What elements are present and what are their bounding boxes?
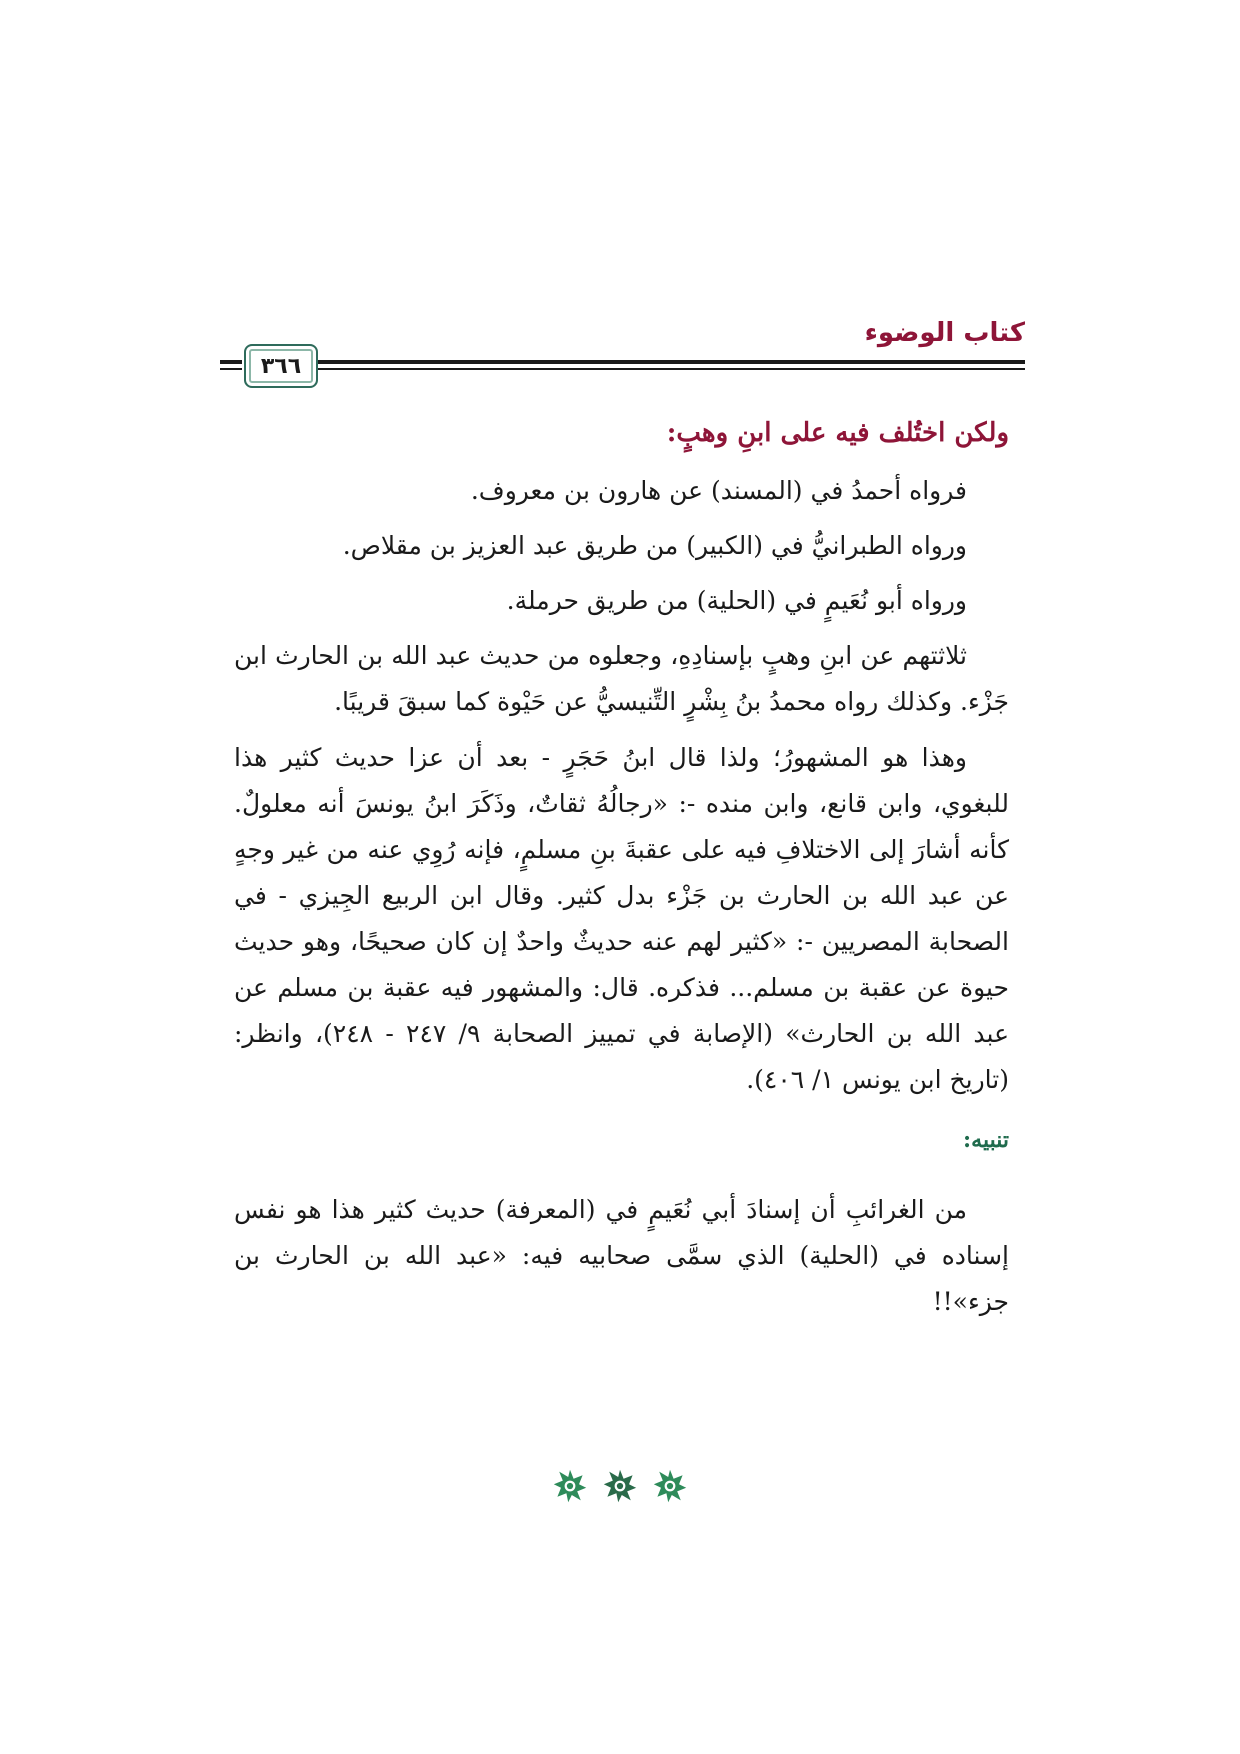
flower-ornament-icon <box>552 1468 588 1504</box>
flower-ornament-icon <box>652 1468 688 1504</box>
page-number: ٣٦٦ <box>260 353 302 379</box>
header-rule-thin <box>280 368 1025 370</box>
page-number-badge <box>244 344 318 388</box>
header-rule-thick <box>280 360 1025 364</box>
narration-line-2: ورواه الطبرانيُّ في (الكبير) من طريق عبد العزيز بن مقلاص. <box>342 531 967 560</box>
book-title: كتاب الوضوء <box>864 318 1025 348</box>
paragraph-1: ثلاثتهم عن ابنِ وهبٍ بإسنادِهِ، وجعلوه من حديث عبد الله بن الحارث ابن جَزْء. وكذلك رواه محمدُ بنُ بِشْرٍ التِّنيسيُّ عن حَيْوة كما سبقَ قريبًا. <box>234 641 1009 716</box>
paragraph-2: وهذا هو المشهورُ؛ ولذا قال ابنُ حَجَرٍ - بعد أن عزا حديث كثير هذا للبغوي، وابن قانع، وابن منده -: «رجالُهُ ثقاتٌ، وذَكَرَ ابنُ يونسَ أنه معلولٌ. كأنه أشارَ إلى الاختلافِ فيه على عقبةَ بنِ مسلمٍ، فإنه رُوِي عنه من غير وجهٍ عن عبد الله بن الحارث بن جَزْء بدل كثير. وقال ابن الربيع الجِيزي - في الصحابة المصريين -: «كثير لهم عنه حديثٌ واحدٌ إن كان صحيحًا، وهو حديث حيوة عن عقبة بن مسلم... فذكره. قال: والمشهور فيه عقبة بن مسلم عن عبد الله بن الحارث» (الإصابة في تمييز الصحابة ٩/ ٢٤٧ - ٢٤٨)، وانظر: (تاريخ ابن يونس ١/ ٤٠٦). <box>234 743 1010 1094</box>
section-heading: ولكن اختُلف فيه على ابنِ وهبٍ: <box>666 418 1009 448</box>
narration-line-3: ورواه أبو نُعَيمٍ في (الحلية) من طريق حرملة. <box>506 586 967 615</box>
page-content <box>234 410 1009 1335</box>
narration-line-1: فرواه أحمدُ في (المسند) عن هارون بن معروف. <box>470 476 967 505</box>
header-rule-left-thick <box>220 360 242 364</box>
paragraph-3: من الغرائبِ أن إسنادَ أبي نُعَيمٍ في (المعرفة) حديث كثير هذا هو نفس إسناده في (الحلية) الذي سمَّى صحابيه فيه: «عبد الله بن الحارث بن جزء»!! <box>234 1195 1009 1316</box>
section-end-ornaments <box>0 1468 1240 1504</box>
flower-ornament-icon <box>602 1468 638 1504</box>
page-header <box>220 312 1025 392</box>
header-rule-left-thin <box>220 368 242 370</box>
note-heading: تنبيه: <box>963 1127 1009 1153</box>
